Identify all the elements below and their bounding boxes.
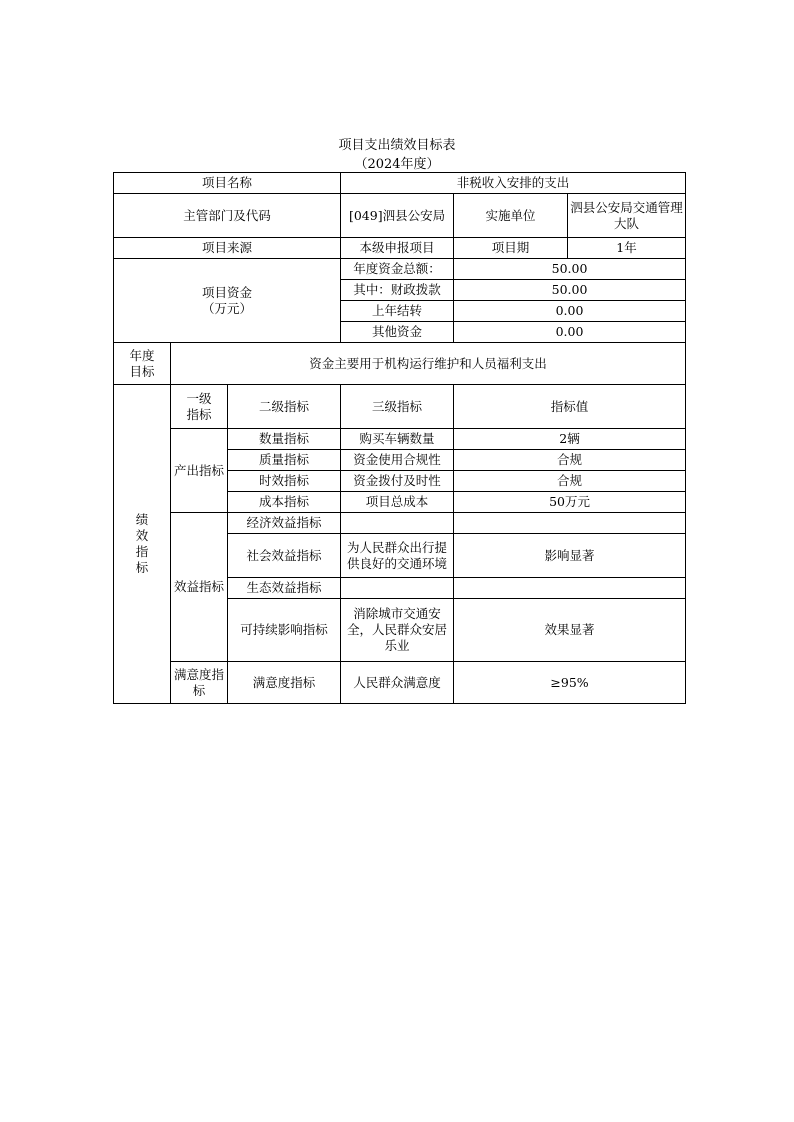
value-cell: 效果显著 bbox=[454, 599, 686, 662]
header-level3: 三级指标 bbox=[341, 385, 454, 429]
header-level1-line1: 一级 bbox=[186, 390, 212, 406]
project-source-label: 项目来源 bbox=[114, 238, 341, 259]
level2-cell: 满意度指标 bbox=[228, 662, 341, 704]
annual-goal-label-line2: 目标 bbox=[129, 363, 155, 379]
level2-cell: 社会效益指标 bbox=[228, 534, 341, 578]
funds-row-total bbox=[114, 259, 686, 280]
satisfaction-label-line2: 标 bbox=[192, 682, 206, 698]
performance-table bbox=[113, 172, 686, 704]
level2-cell: 质量指标 bbox=[228, 450, 341, 471]
header-value: 指标值 bbox=[454, 385, 686, 429]
table-row bbox=[114, 662, 686, 704]
level3-cell: 资金拨付及时性 bbox=[341, 471, 454, 492]
level3-cell: 为人民群众出行提供良好的交通环境 bbox=[341, 534, 454, 578]
level3-cell bbox=[341, 578, 454, 599]
project-name-value: 非税收入安排的支出 bbox=[341, 173, 686, 194]
section-char: 指 bbox=[135, 544, 149, 559]
funds-label-line1: 项目资金 bbox=[202, 284, 253, 300]
funds-carryover-label: 上年结转 bbox=[341, 301, 454, 322]
output-indicator-label: 产出指标 bbox=[171, 429, 228, 513]
value-cell: 50万元 bbox=[454, 492, 686, 513]
department-row bbox=[114, 194, 686, 238]
funds-other-value: 0.00 bbox=[454, 322, 686, 343]
project-period-label: 项目期 bbox=[454, 238, 568, 259]
level2-cell: 可持续影响指标 bbox=[228, 599, 341, 662]
level2-cell: 时效指标 bbox=[228, 471, 341, 492]
level3-cell bbox=[341, 513, 454, 534]
annual-goal-row bbox=[114, 343, 686, 385]
value-cell bbox=[454, 513, 686, 534]
benefit-indicator-label: 效益指标 bbox=[171, 513, 228, 662]
level3-cell: 项目总成本 bbox=[341, 492, 454, 513]
indicator-header-row bbox=[114, 385, 686, 429]
funds-fiscal-label: 其中：财政拨款 bbox=[341, 280, 454, 301]
implementing-unit-value: 泗县公安局交通管理大队 bbox=[568, 194, 686, 238]
level3-cell: 资金使用合规性 bbox=[341, 450, 454, 471]
level2-cell: 生态效益指标 bbox=[228, 578, 341, 599]
funds-fiscal-value: 50.00 bbox=[454, 280, 686, 301]
value-cell: 影响显著 bbox=[454, 534, 686, 578]
level3-cell: 消除城市交通安全，人民群众安居乐业 bbox=[341, 599, 454, 662]
section-char: 效 bbox=[135, 528, 149, 543]
level2-cell: 成本指标 bbox=[228, 492, 341, 513]
table-row bbox=[114, 513, 686, 534]
value-cell: 合规 bbox=[454, 471, 686, 492]
level3-cell: 人民群众满意度 bbox=[341, 662, 454, 704]
document-year-note: （2024年度） bbox=[354, 157, 440, 172]
annual-goal-label bbox=[114, 343, 171, 385]
document-title: 项目支出绩效目标表 bbox=[338, 138, 456, 153]
implementing-unit-label: 实施单位 bbox=[454, 194, 568, 238]
source-row bbox=[114, 238, 686, 259]
value-cell: ≥95% bbox=[454, 662, 686, 704]
project-name-label: 项目名称 bbox=[114, 173, 341, 194]
funds-label bbox=[114, 259, 341, 343]
level2-cell: 数量指标 bbox=[228, 429, 341, 450]
funds-total-label: 年度资金总额： bbox=[341, 259, 454, 280]
department-label: 主管部门及代码 bbox=[114, 194, 341, 238]
department-value: [049]泗县公安局 bbox=[341, 194, 454, 238]
performance-indicator-section bbox=[114, 385, 171, 704]
funds-label-line2: （万元） bbox=[202, 300, 253, 316]
project-name-row bbox=[114, 173, 686, 194]
satisfaction-indicator-label bbox=[171, 662, 228, 704]
annual-goal-label-line1: 年度 bbox=[129, 347, 155, 363]
funds-carryover-value: 0.00 bbox=[454, 301, 686, 322]
table-row bbox=[114, 429, 686, 450]
header-level2: 二级指标 bbox=[228, 385, 341, 429]
project-source-value: 本级申报项目 bbox=[341, 238, 454, 259]
funds-other-label: 其他资金 bbox=[341, 322, 454, 343]
section-char: 绩 bbox=[135, 512, 149, 527]
satisfaction-label-line1: 满意度指 bbox=[173, 666, 224, 682]
project-period-value: 1年 bbox=[568, 238, 686, 259]
level2-cell: 经济效益指标 bbox=[228, 513, 341, 534]
section-char: 标 bbox=[135, 560, 149, 575]
value-cell: 2辆 bbox=[454, 429, 686, 450]
value-cell: 合规 bbox=[454, 450, 686, 471]
funds-total-value: 50.00 bbox=[454, 259, 686, 280]
annual-goal-text: 资金主要用于机构运行维护和人员福利支出 bbox=[171, 343, 686, 385]
value-cell bbox=[454, 578, 686, 599]
level3-cell: 购买车辆数量 bbox=[341, 429, 454, 450]
header-level1 bbox=[171, 385, 228, 429]
header-level1-line2: 指标 bbox=[186, 406, 212, 422]
